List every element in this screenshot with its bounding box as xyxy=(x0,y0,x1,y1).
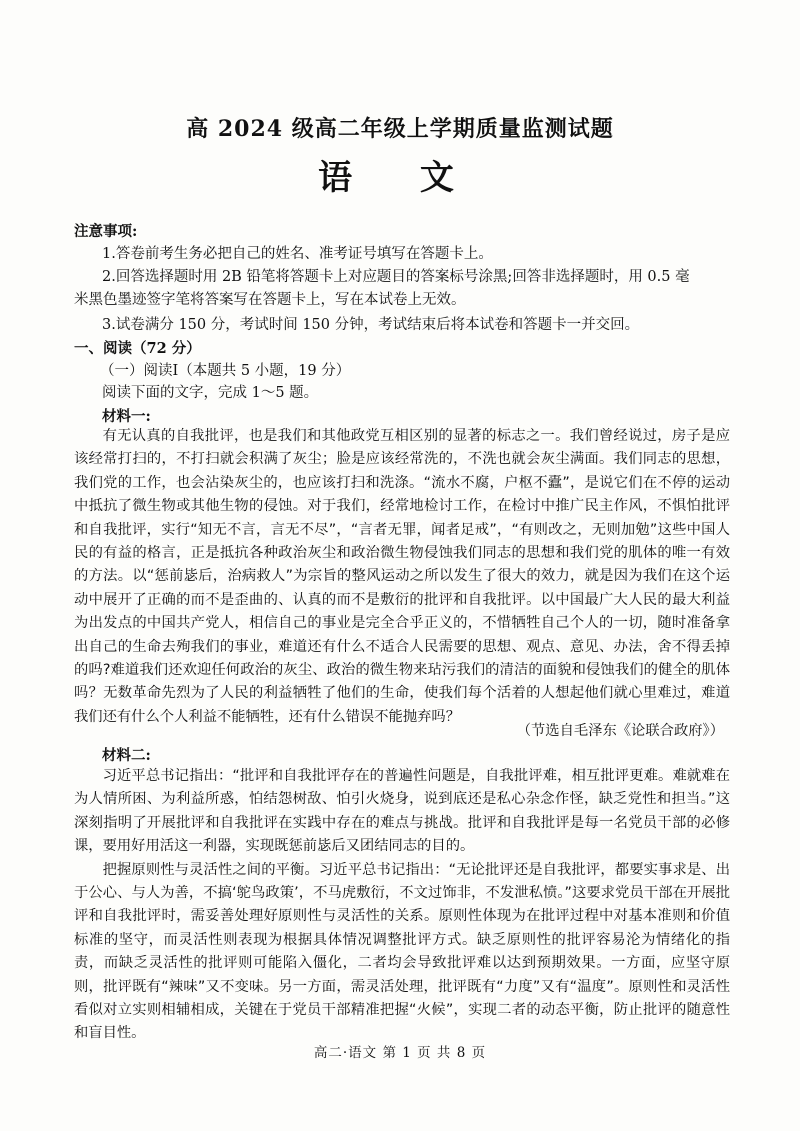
material-2-label: 材料二: xyxy=(102,747,151,764)
material-2-paragraph-1: 习近平总书记指出：“批评和自我批评存在的普遍性问题是，自我批评难，相互批评更难。难就难在为人情所困、为利益所惑，怕结怨树敌、怕引火烧身，说到底还是私心杂念作怪，缺乏党性和担当。”这深刻指明了开展批评和自我批评在实践中存在的难点与挑战。批评和自我批评是每一名党员干部的必修课，要用好用活这一利器，实现既惩前毖后又团结同志的目的。 xyxy=(74,768,730,855)
material-1-body xyxy=(74,425,730,729)
material-1-label: 材料一: xyxy=(102,408,151,425)
material-1-source: （节选自毛泽东《论联合政府》） xyxy=(516,723,724,739)
notice-item-2-cont: 米黑色墨迹签字笔将答案写在答题卡上，写在本试卷上无效。 xyxy=(74,292,466,308)
material-1-paragraph: 有无认真的自我批评，也是我们和其他政党互相区别的显著的标志之一。我们曾经说过，房子是应该经常打扫的，不打扫就会积满了灰尘；脸是应该经常洗的，不洗也就会灰尘满面。我们同志的思想，我们党的工作，也会沾染灰尘的，也应该打扫和洗涤。“流水不腐，户枢不蠹”，是说它们在不停的运动中抵抗了微生物或其他生物的侵蚀。对于我们，经常地检讨工作，在检讨中推广民主作风，不惧怕批评和自我批评，实行“知无不言，言无不尽”，“言者无罪，闻者足戒”，“有则改之，无则加勉”这些中国人民的有益的格言，正是抵抗各种政治灰尘和政治微生物侵蚀我们同志的思想和我们党的肌体的唯一有效的方法。以“惩前毖后，治病救人”为宗旨的整风运动之所以发生了很大的效力，就是因为我们在这个运动中展开了正确的而不是歪曲的、认真的而不是敷衍的批评和自我批评。以中国最广大人民的最大利益为出发点的中国共产党人，相信自己的事业是完全合乎正义的，不惜牺牲自己个人的一切，随时准备拿出自己的生命去殉我们的事业，难道还有什么不适合人民需要的思想、观点、意见、办法，舍不得丢掉的吗?难道我们还欢迎任何政治的灰尘、政治的微生物来玷污我们的清洁的面貌和侵蚀我们的健全的肌体吗？无数革命先烈为了人民的利益牺牲了他们的生命，使我们每个活着的人想起他们就心里难过，难道我们还有什么个人利益不能牺牲，还有什么错误不能抛弃吗？ xyxy=(74,428,730,725)
page-footer: 高二·语文 第 1 页 共 8 页 xyxy=(313,1045,487,1061)
exam-title: 高 2024 级高二年级上学期质量监测试题 xyxy=(186,116,614,142)
notice-item-1: 1.答卷前考生务必把自己的姓名、准考证号填写在答题卡上。 xyxy=(102,246,493,262)
notice-item-3: 3.试卷满分 150 分，考试时间 150 分钟，考试结束后将本试卷和答题卡一并交回。 xyxy=(102,317,640,333)
notice-heading: 注意事项: xyxy=(74,223,138,240)
material-2-body xyxy=(74,765,730,1046)
section-heading: 一、阅读（72 分） xyxy=(74,340,201,357)
subject-title: 语 文 xyxy=(318,158,482,198)
section-instruction: 阅读下面的文字，完成 1～5 题。 xyxy=(102,385,319,401)
section-subheading: （一）阅读Ⅰ（本题共 5 小题，19 分） xyxy=(100,363,351,379)
notice-item-2: 2.回答选择题时用 2B 铅笔将答题卡上对应题目的答案标号涂黑;回答非选择题时，用 0.5 毫 xyxy=(102,269,690,285)
material-2-paragraph-2: 把握原则性与灵活性之间的平衡。习近平总书记指出：“无论批评还是自我批评，都要实事求是、出于公心、与人为善，不搞‘鸵鸟政策’，不马虎敷衍，不文过饰非，不发泄私愤。”这要求党员干部在开展批评和自我批评时，需妥善处理好原则性与灵活性的关系。原则性体现为在批评过程中对基本准则和价值标准的坚守，而灵活性则表现为根据具体情况调整批评方式。缺乏原则性的批评容易沦为情绪化的指责，而缺乏灵活性的批评则可能陷入僵化，二者均会导致批评难以达到预期效果。一方面，应坚守原则，批评既有“辣味”又不变味。另一方面，需灵活处理，批评既有“力度”又有“温度”。原则性和灵活性看似对立实则相辅相成，关键在于党员干部精准把握“火候”，实现二者的动态平衡，防止批评的随意性和盲目性。 xyxy=(74,861,730,1042)
